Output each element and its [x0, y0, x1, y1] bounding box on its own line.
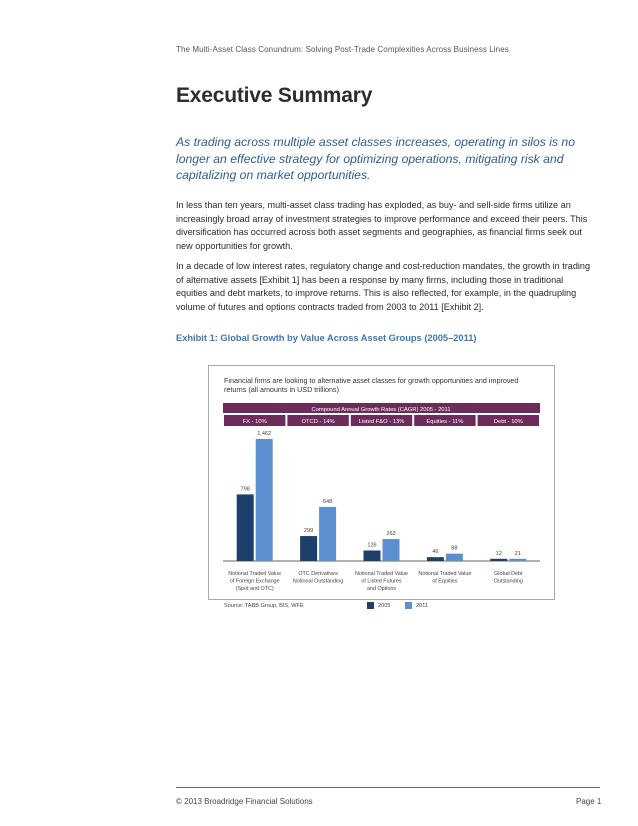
bar-2005	[427, 557, 444, 561]
body-paragraph: In less than ten years, multi-asset class trading has exploded, as buy- and sell-side firms utilize an increasingly broad array of investment strategies to improve performance and exceed their peers. This diversification has occurred across both asset segments and geographies, as financial firms seek out new opportunities for growth.	[176, 200, 588, 252]
chart-title: Financial firms are looking to alternative asset classes for growth opportunities and improved returns (all amounts in USD trillions)	[224, 376, 519, 394]
chart-source: Source: TABB Group, BIS, WFE	[224, 603, 304, 609]
category-label: and Options	[366, 586, 397, 592]
lead-statement: As trading across multiple asset classes increases, operating in silos is no longer an effective strategy for optimizing operations, mitigating risk and capitalizing on market opportunities.	[176, 135, 575, 182]
data-label-2005: 299	[303, 528, 314, 535]
legend-label-2005: 2005	[378, 602, 391, 609]
bar-2005	[300, 536, 317, 561]
legend-swatch-2005	[367, 602, 374, 609]
bar-2005	[237, 494, 254, 561]
data-label-2005: 12	[495, 550, 502, 557]
category-label: Global Debt	[494, 571, 523, 577]
category-label: OTC Derivatives	[298, 571, 338, 577]
bar-chart	[209, 366, 554, 599]
data-label-2005: 46	[432, 549, 439, 556]
exhibit-chart	[208, 365, 555, 609]
legend-item-2005	[367, 602, 390, 609]
cagr-label: OTCD - 14%	[301, 419, 335, 425]
footer-copyright: © 2013 Broadridge Financial Solutions	[176, 797, 313, 806]
bar-2011	[319, 507, 336, 561]
data-label-2011: 21	[514, 550, 521, 557]
bar-2011	[509, 559, 526, 561]
cagr-label: Debt - 10%	[493, 419, 523, 425]
body-paragraph: In a decade of low interest rates, regulatory change and cost-reduction mandates, the growth in trading of alternative assets [Exhibit 1] has been a response by many firms, including those in traditional equities and debt markets, to improve returns. This is also reflected, for example, in the quadrupling volume of futures and options contracts traded from 2003 to 2011 [Exhibit 2].	[176, 261, 591, 313]
legend-swatch-2011	[405, 602, 412, 609]
bar-2011	[383, 539, 400, 561]
category-label: Notional Outstanding	[292, 578, 344, 585]
data-label-2005: 126	[367, 542, 377, 549]
data-label-2011: 648	[322, 498, 333, 505]
footer-rule	[176, 787, 600, 788]
running-header: The Multi-Asset Class Conundrum: Solving Post-Trade Complexities Across Business Lines	[176, 45, 509, 54]
category-label: of Listed Futures	[361, 578, 402, 585]
data-label-2011: 1,462	[257, 431, 272, 437]
category-label: Notional Traded Value	[355, 571, 408, 577]
category-label: Outstanding	[493, 578, 523, 585]
cagr-label: Equities - 11%	[426, 419, 464, 425]
legend-label-2011: 2011	[416, 602, 429, 609]
legend-item-2011	[405, 602, 428, 609]
bar-2011	[446, 554, 463, 561]
category-label: of Equities	[432, 578, 458, 585]
category-label: (Spot and OTC)	[235, 586, 274, 592]
data-label-2011: 263	[386, 531, 396, 538]
data-label-2011: 88	[451, 545, 458, 552]
category-label: Notional Traded Value	[418, 571, 472, 577]
data-label-2005: 798	[240, 486, 250, 493]
bar-2005	[364, 550, 381, 561]
page-number: Page 1	[576, 797, 602, 806]
cagr-banner-label: Compound Annual Growth Rates (CAGR) 2005 - 2011	[311, 407, 451, 413]
category-label: of Foreign Exchange	[229, 578, 280, 585]
category-label: Notional Traded Value	[228, 571, 282, 577]
section-title: Executive Summary	[176, 84, 373, 107]
exhibit-caption: Exhibit 1: Global Growth by Value Across Asset Groups (2005–2011)	[176, 333, 477, 343]
bar-2011	[256, 439, 273, 561]
cagr-label: FX - 10%	[242, 419, 267, 425]
bar-2005	[490, 559, 507, 561]
cagr-label: Listed F&O - 13%	[358, 419, 405, 425]
